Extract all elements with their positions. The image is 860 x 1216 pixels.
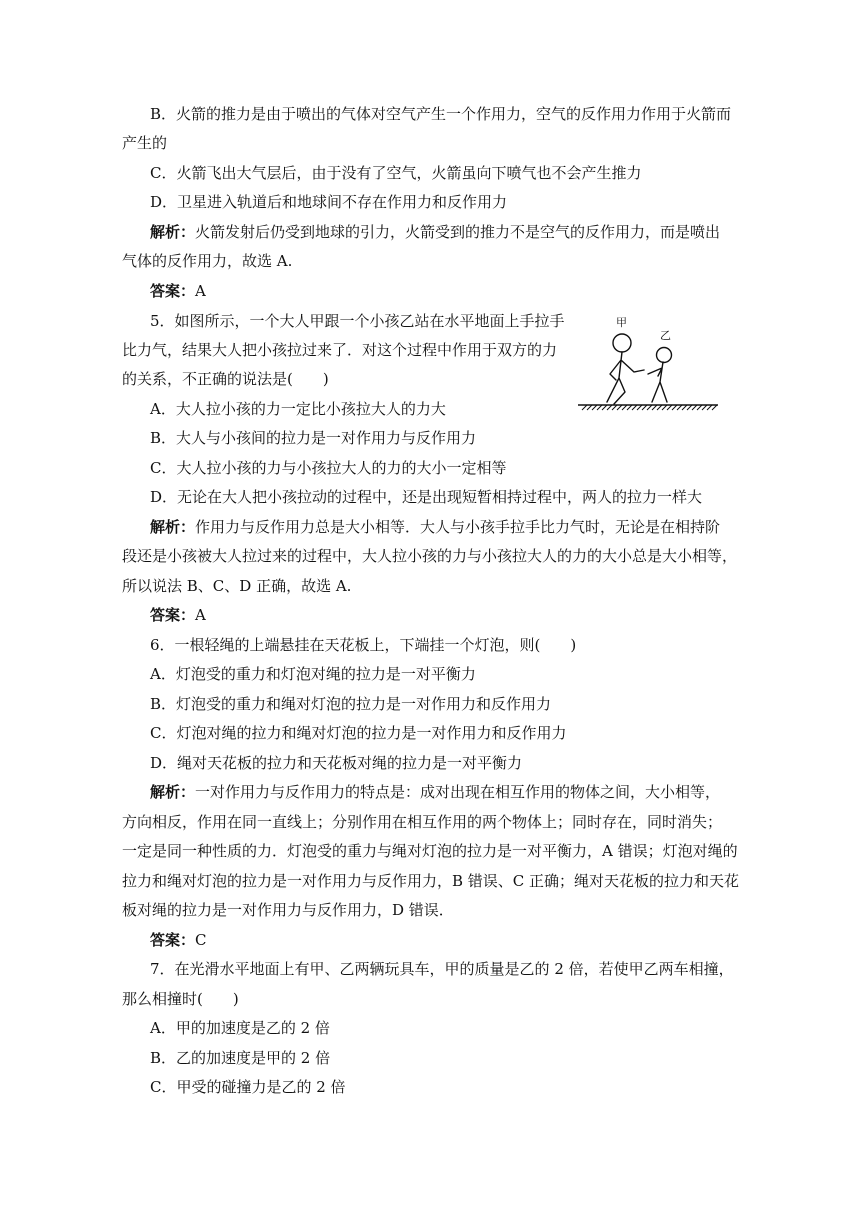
q7-option-c: C．甲受的碰撞力是乙的 2 倍 bbox=[150, 1078, 346, 1096]
analysis-label: 解析： bbox=[150, 783, 196, 801]
analysis-label: 解析： bbox=[150, 223, 196, 241]
analysis-text: 一对作用力与反作用力的特点是：成对出现在相互作用的物体之间，大小相等， bbox=[195, 783, 721, 801]
q4-option-c: C．火箭飞出大气层后，由于没有了空气，火箭虽向下喷气也不会产生推力 bbox=[150, 164, 642, 182]
child-body bbox=[648, 362, 667, 402]
q7-option-a: A．甲的加速度是乙的 2 倍 bbox=[150, 1019, 330, 1037]
q5-analysis-cont-1: 段还是小孩被大人拉过来的过程中，大人拉小孩的力与小孩拉大人的力的大小总是大小相等， bbox=[122, 547, 738, 565]
tug-figure bbox=[572, 314, 720, 418]
q6-analysis bbox=[150, 781, 720, 803]
q6-analysis-cont-1: 方向相反，作用在同一直线上；分别作用在相互作用的两个物体上；同时存在，同时消失； bbox=[122, 813, 723, 831]
q6-answer bbox=[150, 929, 207, 951]
q4-analysis bbox=[150, 221, 720, 243]
q6-analysis-cont-3: 拉力和绳对灯泡的拉力是一对作用力与反作用力，B 错误、C 正确；绳对天花板的拉力和天花 bbox=[122, 872, 740, 890]
label-adult: 甲 bbox=[616, 316, 627, 329]
adult-body bbox=[607, 352, 644, 404]
child-head bbox=[657, 348, 672, 363]
analysis-label: 解析： bbox=[150, 518, 196, 536]
q7-stem: 7．在光滑水平地面上有甲、乙两辆玩具车，甲的质量是乙的 2 倍，若使甲乙两车相撞， bbox=[150, 960, 734, 978]
q4-option-d: D．卫星进入轨道后和地球间不存在作用力和反作用力 bbox=[150, 193, 508, 211]
q4-analysis-cont: 气体的反作用力，故选 A. bbox=[122, 252, 293, 270]
answer-value: C bbox=[195, 931, 207, 949]
q7-option-b: B．乙的加速度是甲的 2 倍 bbox=[150, 1049, 331, 1067]
ground bbox=[578, 405, 718, 410]
q6-option-a: A．灯泡受的重力和灯泡对绳的拉力是一对平衡力 bbox=[150, 665, 476, 683]
q6-analysis-cont-2: 一定是同一种性质的力．灯泡受的重力与绳对灯泡的拉力是一对平衡力，A 错误；灯泡对绳的 bbox=[122, 842, 738, 860]
answer-value: A bbox=[195, 606, 206, 624]
q5-option-a: A．大人拉小孩的力一定比小孩拉大人的力大 bbox=[150, 400, 446, 418]
q5-option-c: C．大人拉小孩的力与小孩拉大人的力的大小一定相等 bbox=[150, 459, 507, 477]
answer-label: 答案： bbox=[150, 931, 196, 949]
q4-option-b-cont: 产生的 bbox=[122, 134, 168, 152]
q5-stem-cont-2: 的关系，不正确的说法是( ) bbox=[122, 370, 329, 388]
adult-head bbox=[613, 334, 631, 352]
q6-option-d: D．绳对天花板的拉力和天花板对绳的拉力是一对平衡力 bbox=[150, 754, 523, 772]
q6-option-b: B．灯泡受的重力和绳对灯泡的拉力是一对作用力和反作用力 bbox=[150, 695, 552, 713]
answer-value: A bbox=[195, 282, 206, 300]
q5-option-b: B．大人与小孩间的拉力是一对作用力与反作用力 bbox=[150, 429, 477, 447]
q6-analysis-cont-4: 板对绳的拉力是一对作用力与反作用力，D 错误． bbox=[122, 901, 454, 919]
q5-analysis bbox=[150, 516, 720, 538]
answer-label: 答案： bbox=[150, 606, 196, 624]
q6-stem: 6．一根轻绳的上端悬挂在天花板上，下端挂一个灯泡，则( ) bbox=[150, 636, 577, 654]
q5-stem-cont-1: 比力气，结果大人把小孩拉过来了．对这个过程中作用于双方的力 bbox=[122, 341, 558, 359]
q4-option-b: B．火箭的推力是由于喷出的气体对空气产生一个作用力，空气的反作用力作用于火箭而 bbox=[150, 105, 732, 123]
q4-answer bbox=[150, 280, 206, 302]
q5-answer bbox=[150, 604, 206, 626]
q5-analysis-cont-2: 所以说法 B、C、D 正确，故选 A. bbox=[122, 577, 352, 595]
q6-option-c: C．灯泡对绳的拉力和绳对灯泡的拉力是一对作用力和反作用力 bbox=[150, 724, 567, 742]
label-child: 乙 bbox=[660, 329, 671, 342]
analysis-text: 火箭发射后仍受到地球的引力，火箭受到的推力不是空气的反作用力，而是喷出 bbox=[195, 223, 721, 241]
q7-stem-cont: 那么相撞时( ) bbox=[122, 990, 239, 1008]
analysis-text: 作用力与反作用力总是大小相等．大人与小孩手拉手比力气时，无论是在相持阶 bbox=[195, 518, 721, 536]
q5-stem: 5．如图所示，一个大人甲跟一个小孩乙站在水平地面上手拉手 bbox=[150, 312, 565, 330]
answer-label: 答案： bbox=[150, 282, 196, 300]
q5-option-d: D．无论在大人把小孩拉动的过程中，还是出现短暂相持过程中，两人的拉力一样大 bbox=[150, 488, 703, 506]
